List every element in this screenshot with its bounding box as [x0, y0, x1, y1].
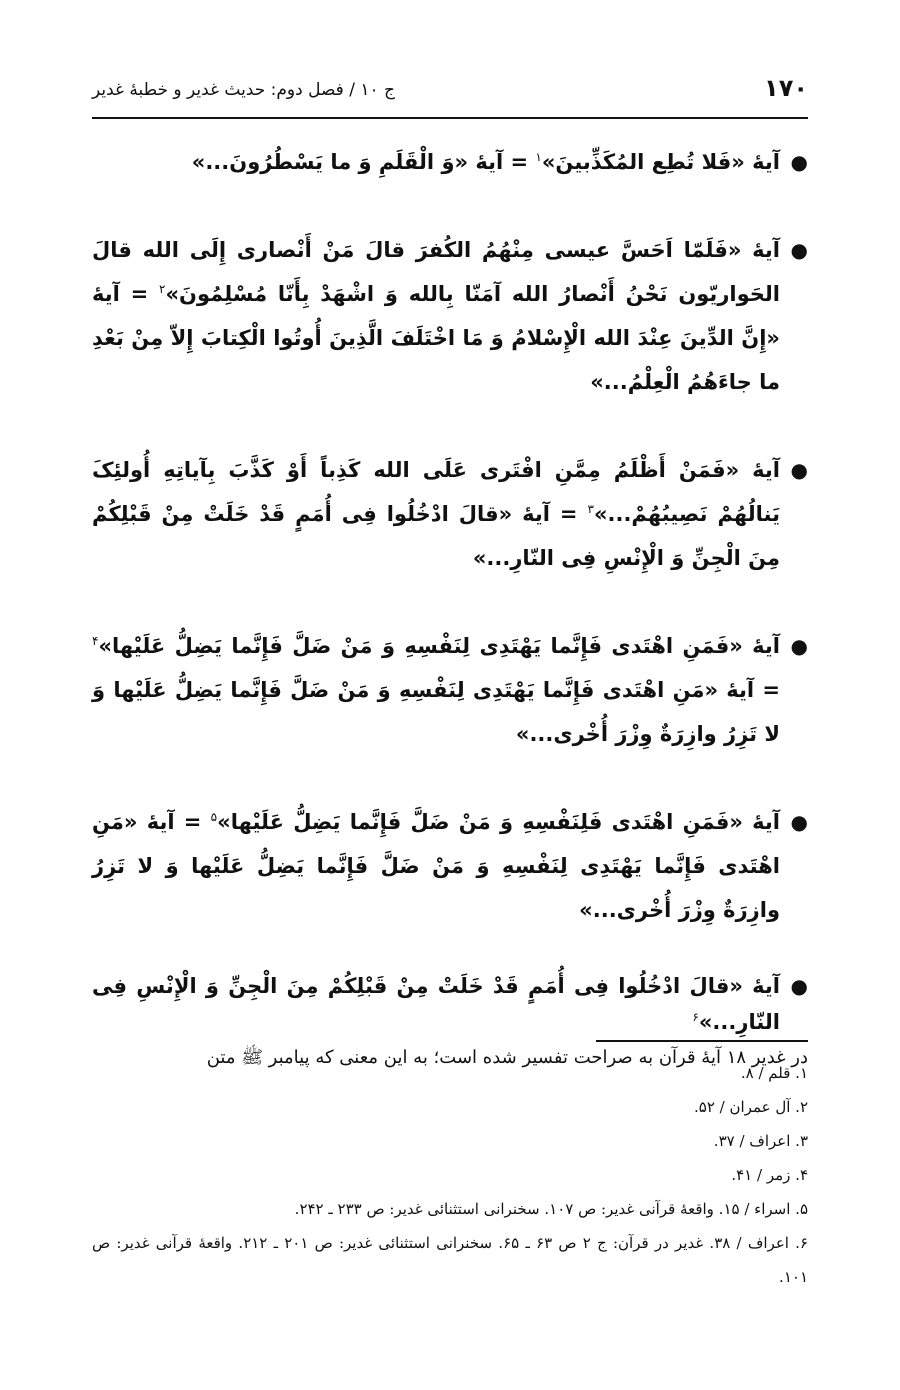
verse-text: = آیهٔ «وَ الْقَلَمِ وَ ما یَسْطُرُونَ...»	[191, 150, 536, 174]
bullet-icon: ●	[790, 810, 808, 834]
verse-text: آیهٔ «فَمَنِ اهْتَدی فَإِنَّما یَهْتَدِی لِنَفْسِهِ وَ مَنْ ضَلَّ فَإِنَّما یَضِلُّ عَلَیْها»	[98, 634, 780, 658]
footnote-ref: ۳	[587, 502, 594, 516]
footnote-4: ۴. زمر / ۴۱.	[731, 1166, 808, 1184]
verse-entry-4	[92, 624, 808, 756]
footnote-ref: ۲	[159, 282, 166, 296]
running-title: ج ۱۰ / فصل دوم: حدیث غدیر و خطبهٔ غدیر	[92, 80, 396, 100]
verse-text: = آیهٔ «إِنَّ الدِّینَ عِنْدَ الله الْإِسْلامُ وَ مَا اخْتَلَفَ الَّذِینَ أُوتُوا الْکِتابَ إِلاّ مِنْ بَعْدِ ما جاءَهُمُ الْعِلْمُ...»	[92, 282, 780, 394]
page-header	[92, 74, 808, 114]
verse-entry-5	[92, 800, 808, 932]
verse-entry-6	[92, 968, 808, 1040]
footnote-ref: ۵	[210, 810, 218, 824]
bullet-icon: ●	[790, 634, 808, 658]
bullet-icon: ●	[790, 458, 808, 482]
footnotes	[92, 1056, 808, 1294]
verse-text: = آیهٔ «قالَ ادْخُلُوا فِی أُمَمٍ قَدْ خَلَتْ مِنْ قَبْلِکُمْ مِنَ الْجِنِّ وَ الْإِنْسِ فِی النّارِ...»	[92, 502, 780, 570]
verse-text: آیهٔ «فَلا تُطِع المُکَذِّبینَ»	[541, 150, 780, 174]
book-page	[92, 0, 808, 1390]
footnote-rule	[596, 1040, 808, 1042]
verse-entry-1	[92, 140, 808, 184]
page-number: ۱۷۰	[764, 74, 808, 102]
verse-text: آیهٔ «فَلَمّا اَحَسَّ عیسی مِنْهُمُ الکُفرَ قالَ مَنْ أَنْصاری إِلَی الله قالَ الحَواریّون نَحْنُ أَنْصارُ الله آمَنّا بِالله وَ اشْهَدْ بِأَنّا مُسْلِمُونَ»	[92, 238, 780, 306]
bullet-icon: ●	[790, 974, 808, 998]
footnote-ref: ۱	[535, 150, 542, 164]
verse-text: آیهٔ «فَمَنِ اهْتَدی فَلِنَفْسِهِ وَ مَنْ ضَلَّ فَإِنَّما یَضِلُّ عَلَیْها»	[217, 810, 780, 834]
header-rule	[92, 117, 808, 119]
footnote-1: ۱. قلم / ۸.	[740, 1064, 808, 1082]
body-paragraph: در غدیر ۱۸ آیهٔ قرآن به صراحت تفسیر شده است؛ به این معنی که پیامبر ﷺ متن	[206, 1047, 808, 1068]
footnote-ref: ۴	[92, 634, 99, 648]
bullet-icon: ●	[790, 238, 808, 262]
verse-text: = آیهٔ «مَنِ اهْتَدی فَإِنَّما یَهْتَدِی لِنَفْسِهِ وَ مَنْ ضَلَّ فَإِنَّما یَضِلُّ عَلَیْها وَ لا تَزِرُ وازِرَةٌ وِزْرَ أُخْری...»	[92, 810, 780, 922]
verse-entry-2	[92, 228, 808, 404]
verse-text: آیهٔ «فَمَنْ أَظْلَمُ مِمَّنِ افْتَری عَلَی الله کَذِباً أَوْ کَذَّبَ بِآیاتِهِ أُولئِکَ یَنالُهُمْ نَصِیبُهُمْ...»	[92, 458, 781, 526]
verse-entry-3	[92, 448, 808, 580]
footnote-5: ۵. اسراء / ۱۵. واقعهٔ قرآنی غدیر: ص ۱۰۷. سخنرانی استثنائی غدیر: ص ۲۳۳ ـ ۲۴۲.	[294, 1200, 808, 1218]
main-content	[92, 140, 808, 1076]
bullet-icon: ●	[790, 150, 808, 174]
verse-text: = آیهٔ «مَنِ اهْتَدی فَإِنَّما یَهْتَدِی لِنَفْسِهِ وَ مَنْ ضَلَّ فَإِنَّما یَضِلُّ عَلَیْها وَ لا تَزِرُ وازِرَةٌ وِزْرَ أُخْری...»	[92, 678, 780, 746]
footnote-6: ۶. اعراف / ۳۸. غدیر در قرآن: ج ۲ ص ۶۳ ـ ۶۵. سخنرانی استثنائی غدیر: ص ۲۰۱ ـ ۲۱۲. واقعهٔ قرآنی غدیر: ص ۱۰۱.	[92, 1234, 808, 1286]
footnote-ref: ۶	[692, 1010, 699, 1024]
footnote-3: ۳. اعراف / ۳۷.	[713, 1132, 808, 1150]
footnote-2: ۲. آل عمران / ۵۲.	[693, 1098, 808, 1116]
verse-text: آیهٔ «قالَ ادْخُلُوا فِی أُمَمٍ قَدْ خَلَتْ مِنْ قَبْلِکُمْ مِنَ الْجِنِّ وَ الْإِنْسِ فِی النّارِ...»	[92, 974, 780, 1034]
